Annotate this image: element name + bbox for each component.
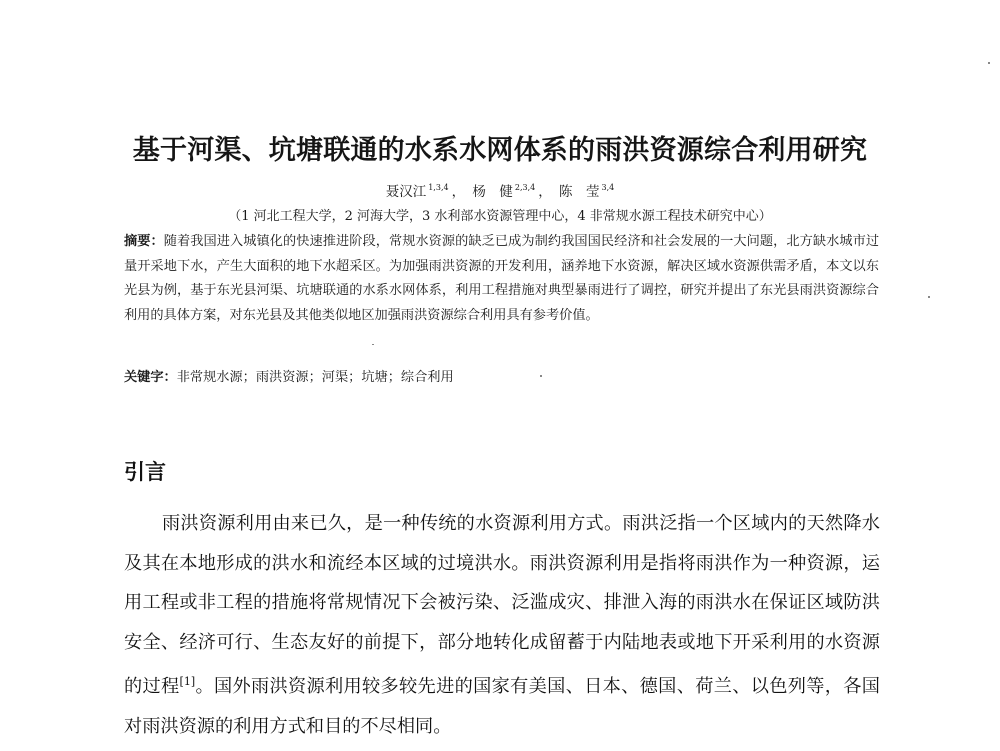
citation-ref: [1] <box>179 675 196 688</box>
scan-speck <box>372 344 374 345</box>
paragraph-text-part-1: 雨洪资源利用由来已久，是一种传统的水资源利用方式。雨洪泛指一个区域内的天然降水及其在本地形成的洪水和流经本区域的过境洪水。雨洪资源利用是指将雨洪作为一种资源，运用工程或非工程的措施将常规情况下会被污染、泛滥成灾、排泄入海的雨洪水在保证区域防洪安全、经济可行、生态友好的前提下，部分地转化成留蓄于内陆地表或地下开采利用的水资源的过程 <box>124 513 880 697</box>
author-affiliation-mark: 3,4 <box>601 183 615 192</box>
author-separator: ， <box>451 184 466 200</box>
keywords-label: 关键字： <box>124 370 177 385</box>
author-affiliation-mark: 2,3,4 <box>514 183 536 192</box>
author-list <box>0 180 1000 200</box>
scan-speck <box>988 62 990 64</box>
scan-speck <box>540 375 542 377</box>
author-1 <box>386 184 449 200</box>
intro-paragraph <box>124 504 880 746</box>
keywords <box>124 366 879 385</box>
keywords-text: 非常规水源；雨洪资源；河渠；坑塘；综合利用 <box>176 370 454 385</box>
author-name: 聂汉江 <box>385 184 427 200</box>
abstract-label: 摘要： <box>124 234 164 249</box>
section-heading: 引言 <box>124 460 166 484</box>
author-2 <box>472 184 535 200</box>
scan-speck <box>928 296 930 298</box>
paragraph-text-part-2: 。国外雨洪资源利用较多较先进的国家有美国、日本、德国、荷兰、以色列等，各国对雨洪资源的利用方式和目的不尽相同。 <box>124 676 880 737</box>
abstract <box>124 230 879 328</box>
author-name: 陈 莹 <box>559 184 600 200</box>
author-3 <box>559 184 614 200</box>
abstract-text: 随着我国进入城镇化的快速推进阶段，常规水资源的缺乏已成为制约我国国民经济和社会发展的一大问题，北方缺水城市过量开采地下水，产生大面积的地下水超采区。为加强雨洪资源的开发利用，涵养地下水资源，解决区域水资源供需矛盾，本文以东光县为例，基于东光县河渠、坑塘联通的水系水网体系，利用工程措施对典型暴雨进行了调控，研究并提出了东光县雨洪资源综合利用的具体方案，对东光县及其他类似地区加强雨洪资源综合利用具有参考价值。 <box>124 234 880 323</box>
author-affiliation-mark: 1,3,4 <box>428 183 449 192</box>
author-separator: ， <box>538 184 552 200</box>
author-name: 杨 健 <box>472 184 513 200</box>
affiliations: （1 河北工程大学，2 河海大学，3 水利部水资源管理中心，4 非常规水源工程技术研究中心） <box>228 209 772 224</box>
paper-title: 基于河渠、坑塘联通的水系水网体系的雨洪资源综合利用研究 <box>132 135 868 166</box>
